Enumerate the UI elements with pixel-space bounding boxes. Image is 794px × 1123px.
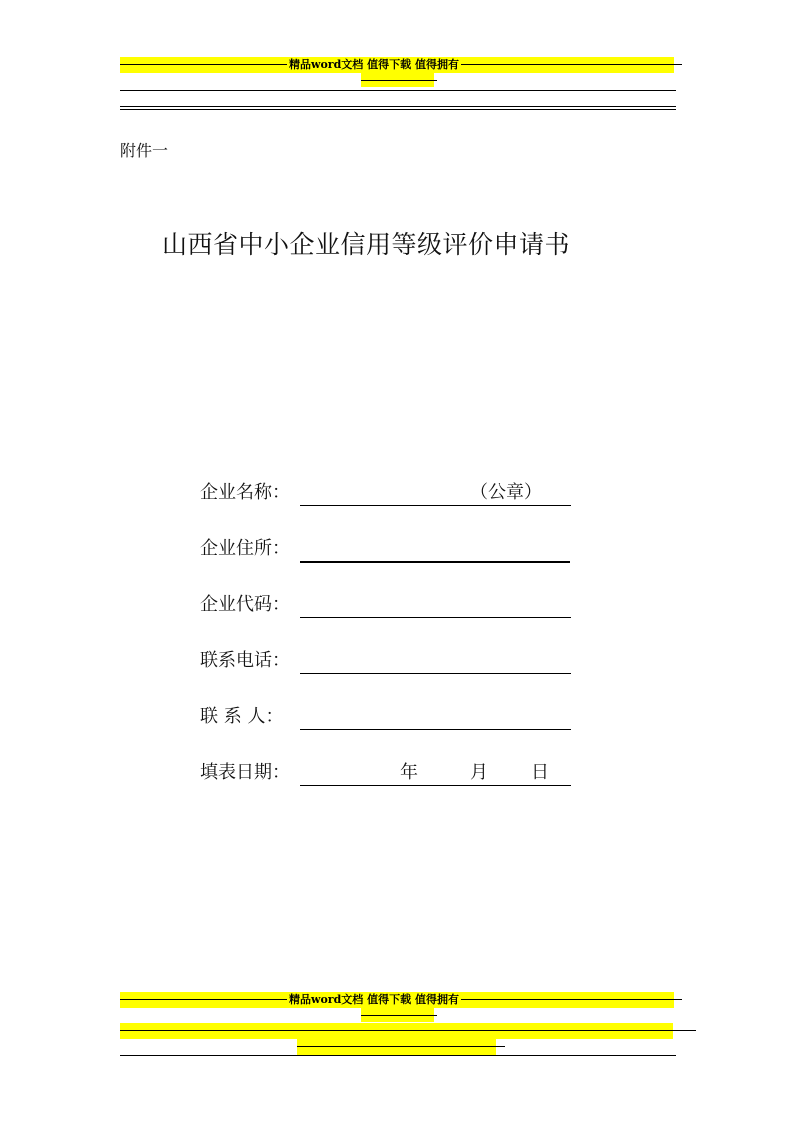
field-label: 联系电话： xyxy=(200,650,290,671)
field-underline[interactable] xyxy=(300,673,571,674)
field-label: 填表日期： xyxy=(200,762,290,783)
field-underline[interactable] xyxy=(300,505,571,506)
header-small-rule xyxy=(361,80,437,81)
attachment-label: 附件一 xyxy=(120,141,169,160)
field-underline[interactable] xyxy=(300,785,571,786)
header-rule-3 xyxy=(120,109,676,110)
header-rule-1 xyxy=(120,90,676,91)
official-seal-note: （公章） xyxy=(470,482,542,503)
field-label: 企业名称： xyxy=(200,482,290,503)
footer-banner-text: 精品word文档 值得下载 值得拥有 xyxy=(289,993,459,1006)
footer-small-rule xyxy=(361,1015,437,1016)
header-banner-text: 精品word文档 值得下载 值得拥有 xyxy=(289,58,459,71)
field-label: 联 系 人： xyxy=(200,706,284,727)
footer-wide-rule xyxy=(120,1030,696,1031)
document-title: 山西省中小企业信用等级评价申请书 xyxy=(162,230,571,259)
field-underline[interactable] xyxy=(300,729,571,730)
field-underline[interactable] xyxy=(300,617,571,618)
date-day-label: 日 xyxy=(531,762,549,783)
header-rule-2 xyxy=(120,106,676,107)
field-label: 企业代码： xyxy=(200,594,290,615)
date-month-label: 月 xyxy=(470,762,488,783)
field-underline[interactable] xyxy=(300,561,570,563)
footer-highlight-mid xyxy=(297,1039,496,1055)
footer-highlight-wide xyxy=(120,1023,673,1039)
date-year-label: 年 xyxy=(400,762,418,783)
footer-mid-rule xyxy=(297,1046,505,1047)
field-label: 企业住所： xyxy=(200,538,290,559)
footer-bottom-rule xyxy=(120,1055,676,1056)
